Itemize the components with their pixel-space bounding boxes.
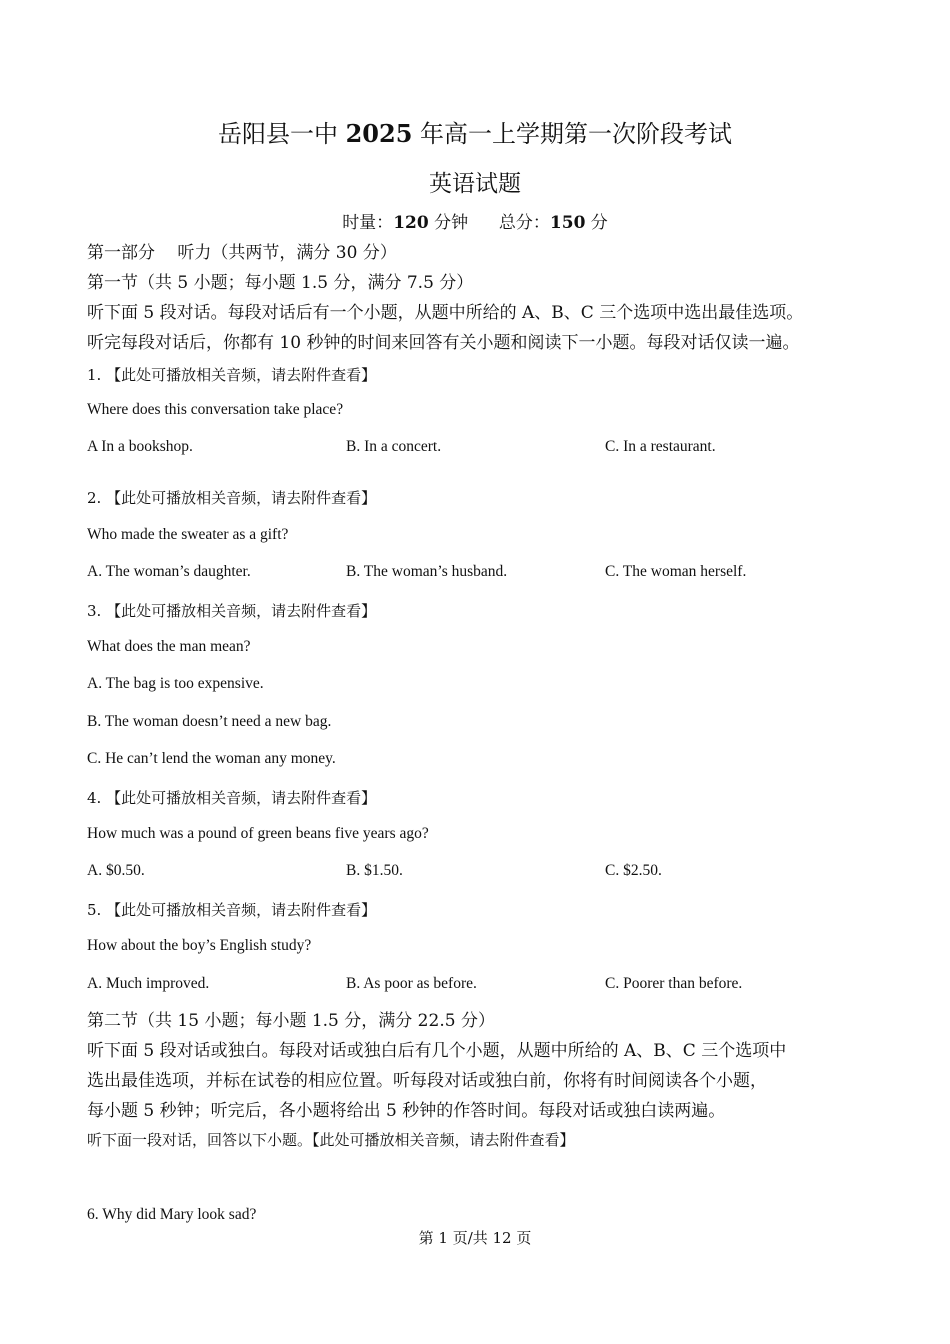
time-label: 时量： <box>342 213 394 233</box>
section2-instruction-3: 每小题 5 秒钟；听完后，各小题将给出 5 秒钟的作答时间。每段对话或独白读两遍。 <box>87 1101 726 1121</box>
option-b: B. The woman’s husband. <box>346 563 508 580</box>
exam-meta <box>0 208 950 233</box>
title-exam: 年高一上学期第一次阶段考试 <box>412 120 733 148</box>
option-b: B. The woman doesn’t need a new bag. <box>87 713 332 730</box>
audio-link[interactable]: 2. 【此处可播放相关音频，请去附件查看】 <box>87 489 377 507</box>
option-a: A. The bag is too expensive. <box>87 675 264 692</box>
time-value: 120 <box>393 213 429 233</box>
score-unit: 分 <box>585 213 608 233</box>
audio-link[interactable]: 1. 【此处可播放相关音频，请去附件查看】 <box>87 366 377 384</box>
audio-link[interactable]: 4. 【此处可播放相关音频，请去附件查看】 <box>87 789 377 807</box>
option-a: A. The woman’s daughter. <box>87 563 251 580</box>
section1-instruction-2: 听完每段对话后，你都有 10 秒钟的时间来回答有关小题和阅读下一小题。每段对话仅读一遍。 <box>87 333 800 353</box>
question-text: How about the boy’s English study? <box>87 937 312 954</box>
time-unit: 分钟 <box>428 213 469 233</box>
option-b: B. $1.50. <box>346 862 403 879</box>
option-c: C. He can’t lend the woman any money. <box>87 750 336 767</box>
score-value: 150 <box>549 213 586 233</box>
section1-heading: 第一节（共 5 小题；每小题 1.5 分，满分 7.5 分） <box>87 273 474 293</box>
title-year: 2025 <box>345 119 413 148</box>
title-school: 岳阳县一中 <box>217 120 346 148</box>
section2-instruction-1: 听下面 5 段对话或独白。每段对话或独白后有几个小题，从题中所给的 A、B、C 三个选项中 <box>87 1041 787 1061</box>
audio-link[interactable]: 5. 【此处可播放相关音频，请去附件查看】 <box>87 901 377 919</box>
option-c: C. In a restaurant. <box>605 438 716 455</box>
part1-heading: 第一部分 听力（共两节，满分 30 分） <box>87 243 397 263</box>
option-a: A In a bookshop. <box>87 438 193 455</box>
question-text: 6. Why did Mary look sad? <box>87 1206 257 1223</box>
option-a: A. Much improved. <box>87 975 210 992</box>
option-c: C. $2.50. <box>605 862 662 879</box>
option-b: B. In a concert. <box>346 438 442 455</box>
section1-instruction-1: 听下面 5 段对话。每段对话后有一个小题，从题中所给的 A、B、C 三个选项中选出最佳选项。 <box>87 303 804 323</box>
page-footer: 第 1 页/共 12 页 <box>418 1229 532 1247</box>
question-text: Where does this conversation take place? <box>87 401 344 418</box>
exam-subtitle: 英语试题 <box>429 171 521 197</box>
audio-link[interactable]: 3. 【此处可播放相关音频，请去附件查看】 <box>87 602 377 620</box>
section2-instruction-2: 选出最佳选项，并标在试卷的相应位置。听每段对话或独白前，你将有时间阅读各个小题， <box>87 1071 767 1091</box>
score-label: 总分： <box>498 213 550 233</box>
question-text: What does the man mean? <box>87 638 251 655</box>
audio-link[interactable]: 听下面一段对话，回答以下小题。【此处可播放相关音频，请去附件查看】 <box>87 1131 575 1149</box>
option-c: C. Poorer than before. <box>605 975 743 992</box>
section2-heading: 第二节（共 15 小题；每小题 1.5 分，满分 22.5 分） <box>87 1011 495 1031</box>
option-b: B. As poor as before. <box>346 975 477 992</box>
question-text: How much was a pound of green beans five years ago? <box>87 825 429 842</box>
exam-title <box>0 114 950 149</box>
option-a: A. $0.50. <box>87 862 145 879</box>
question-text: Who made the sweater as a gift? <box>87 526 289 543</box>
option-c: C. The woman herself. <box>605 563 747 580</box>
